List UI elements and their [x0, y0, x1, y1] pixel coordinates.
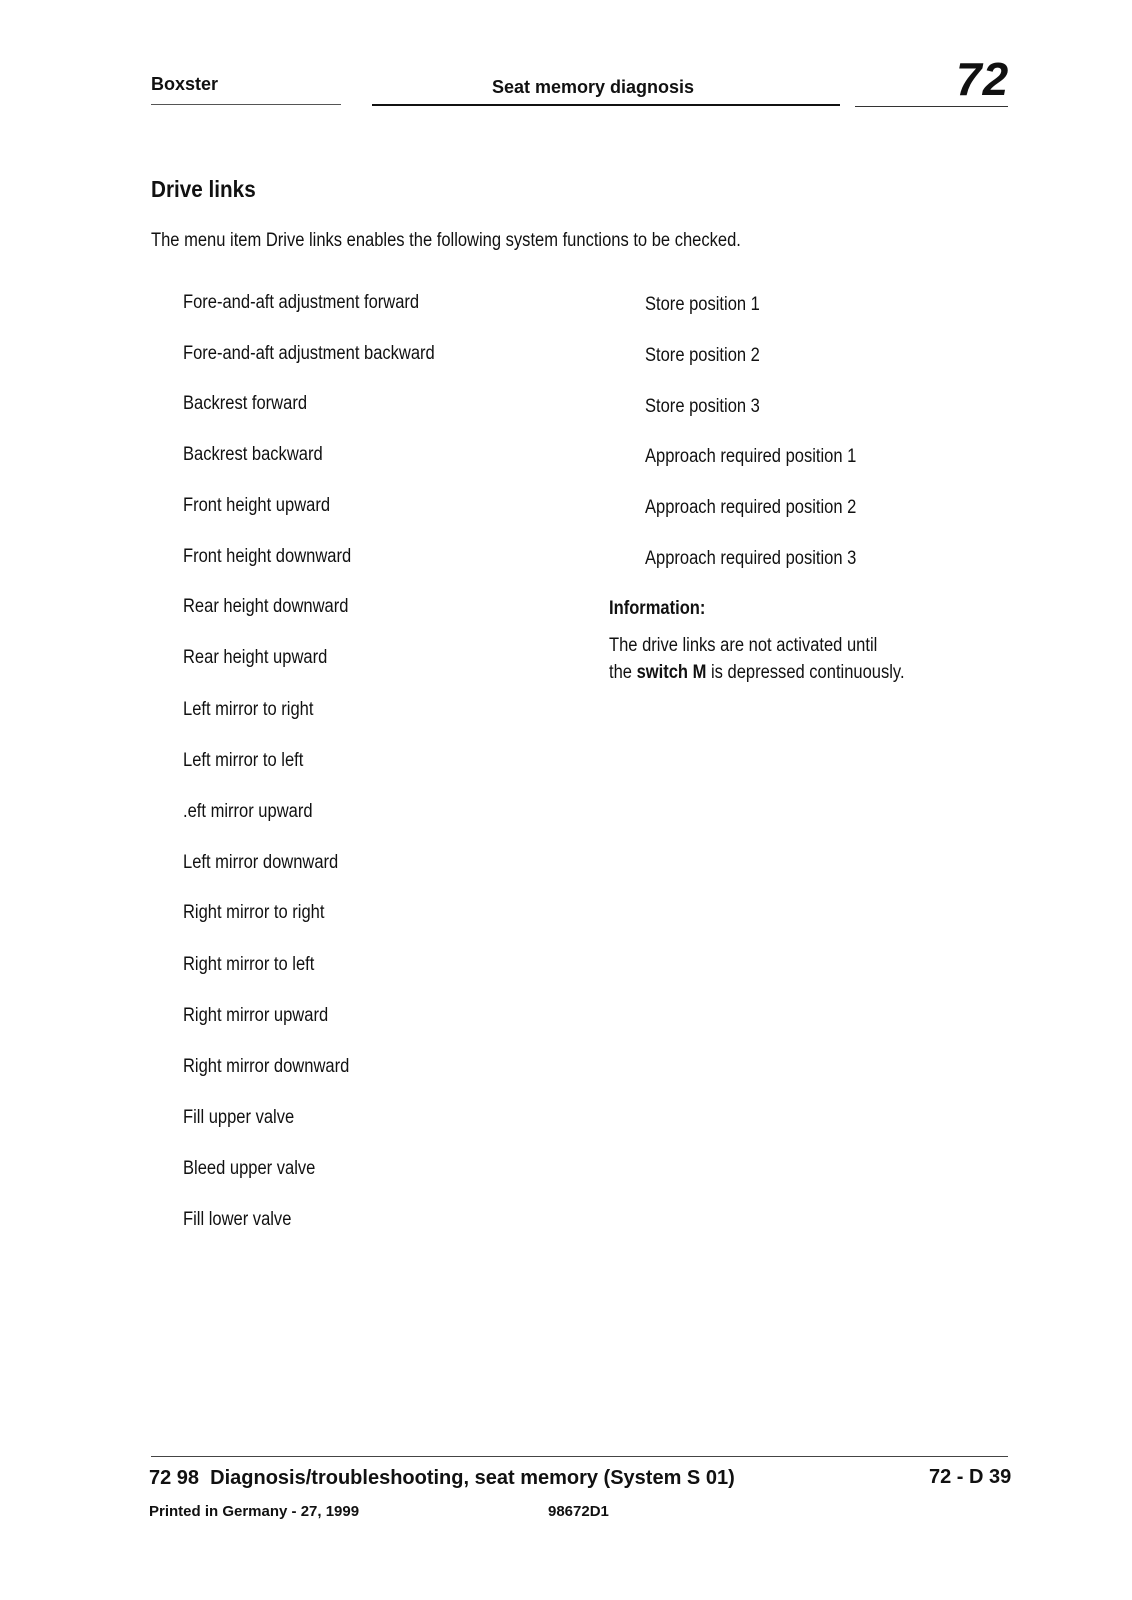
information-line-2-post: is depressed continuously.	[706, 662, 905, 683]
list-item: Fore-and-aft adjustment backward	[183, 343, 435, 364]
list-item: Backrest backward	[183, 444, 323, 465]
list-item: Bleed upper valve	[183, 1158, 316, 1179]
header-section-title: Seat memory diagnosis	[492, 77, 695, 97]
list-item: .eft mirror upward	[183, 801, 313, 822]
information-label: Information:	[609, 598, 706, 619]
header-chapter-number: 72	[956, 53, 1010, 105]
information-line-2-pre: the	[609, 662, 637, 683]
list-item: Right mirror upward	[183, 1005, 329, 1026]
list-item: Approach required position 1	[645, 446, 857, 467]
header-model: Boxster	[151, 74, 219, 94]
intro-text: The menu item Drive links enables the following system functions to be checked.	[151, 230, 741, 251]
list-item: Fore-and-aft adjustment forward	[183, 292, 420, 313]
information-line-2	[609, 659, 922, 686]
list-item: Fill lower valve	[183, 1209, 292, 1230]
footer-page-reference: 72 - D 39	[929, 1466, 1012, 1488]
list-item: Approach required position 2	[645, 497, 857, 518]
footer-document-code: 98672D1	[548, 1503, 609, 1520]
list-item: Store position 2	[645, 345, 760, 366]
list-item: Right mirror to left	[183, 954, 315, 975]
header-rule-left	[151, 104, 341, 105]
footer-printed-note: Printed in Germany - 27, 1999	[149, 1503, 360, 1520]
list-item: Front height downward	[183, 546, 352, 567]
list-item: Right mirror downward	[183, 1056, 350, 1077]
header-rule-right	[855, 106, 1008, 107]
list-item: Store position 3	[645, 396, 760, 417]
switch-m-emphasis: switch M	[636, 662, 707, 683]
list-item: Left mirror to right	[183, 699, 314, 720]
page-title: Drive links	[151, 176, 256, 202]
list-item: Approach required position 3	[645, 548, 857, 569]
header-rule-center	[372, 104, 840, 106]
list-item: Rear height downward	[183, 596, 349, 617]
information-text	[609, 632, 922, 686]
list-item: Backrest forward	[183, 393, 308, 414]
list-item: Left mirror to left	[183, 750, 304, 771]
list-item: Right mirror to right	[183, 902, 325, 923]
footer-rule	[151, 1456, 1008, 1457]
footer-document-reference: 72 98 Diagnosis/troubleshooting, seat memory (System S 01)	[149, 1467, 735, 1489]
list-item: Store position 1	[645, 294, 760, 315]
list-item: Fill upper valve	[183, 1107, 295, 1128]
list-item: Front height upward	[183, 495, 331, 516]
list-item: Rear height upward	[183, 647, 328, 668]
list-item: Left mirror downward	[183, 852, 339, 873]
information-line-1: The drive links are not activated until	[609, 635, 878, 656]
